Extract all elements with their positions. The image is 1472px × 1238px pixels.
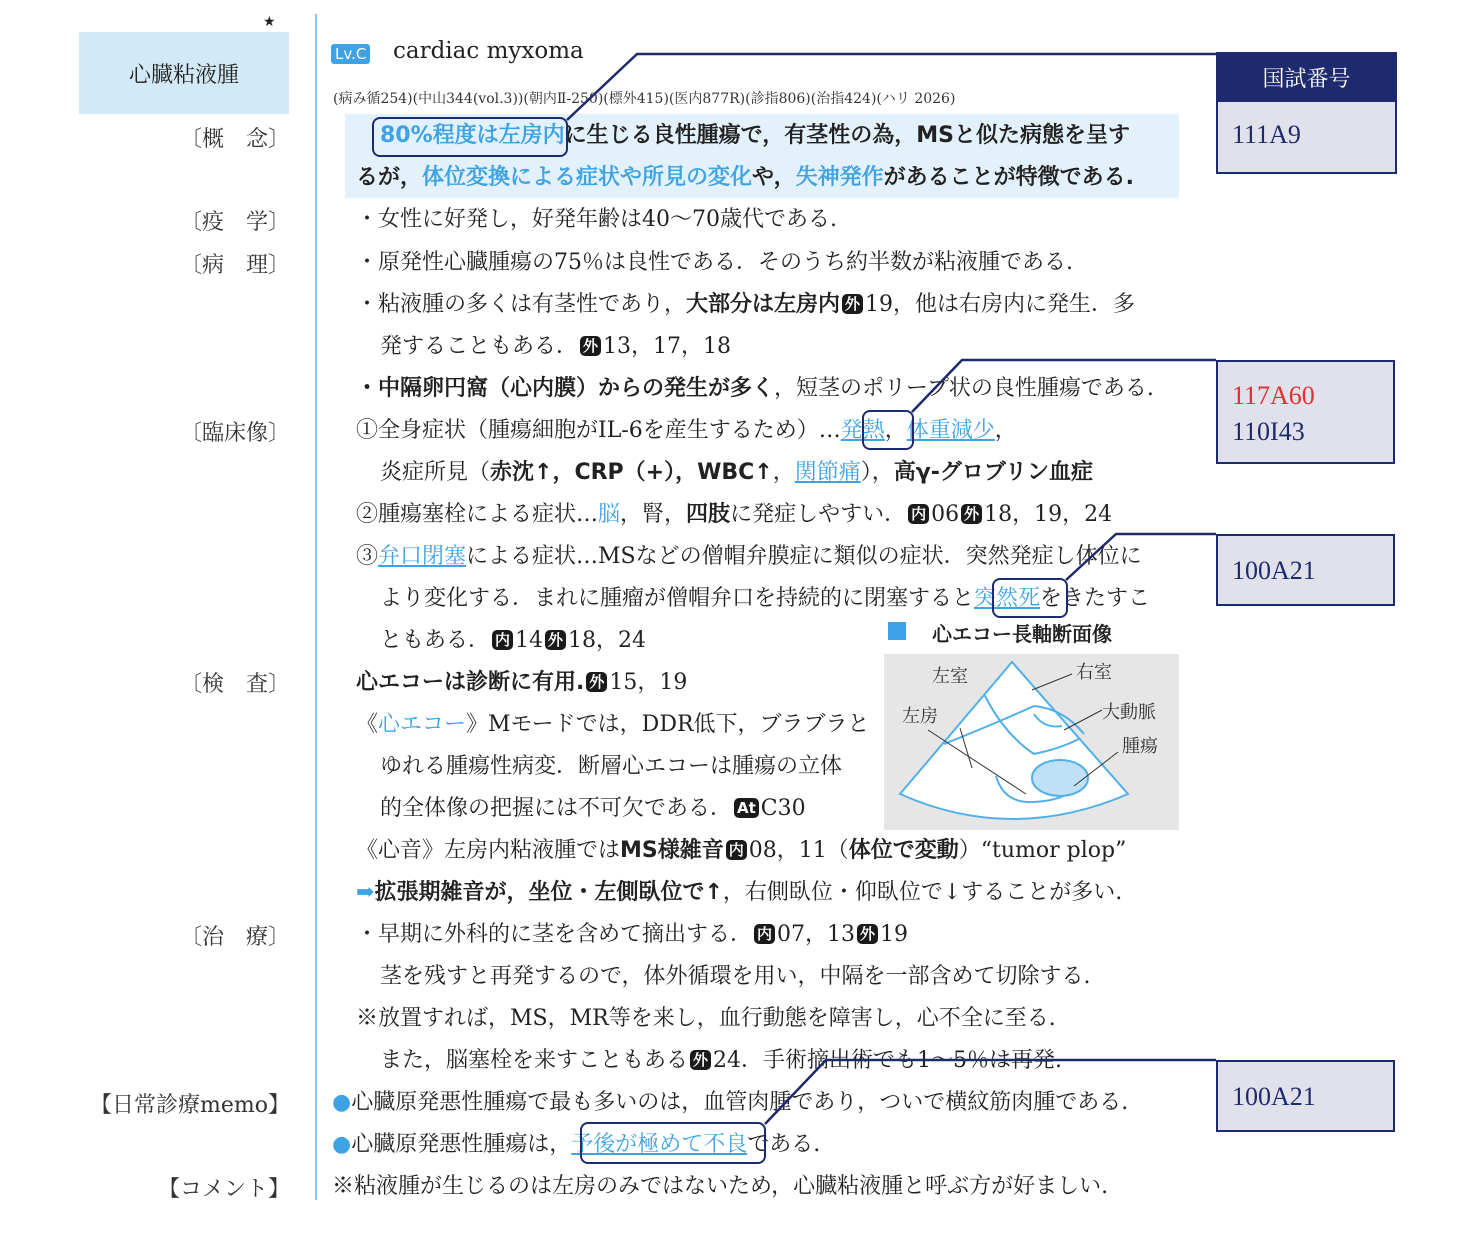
prognosis-term: 予後が極めて不良 [571, 1132, 748, 1157]
label-memo: 【日常診療memo】 [90, 1093, 290, 1118]
concept-text: に生じる良性腫瘍で，有茎性の為，MSと似た病態を呈す [564, 123, 1130, 148]
kokushi-box-4 [1216, 1060, 1395, 1132]
text: 13，17，18 [603, 334, 732, 359]
text: ）， [860, 460, 894, 485]
label-exam: 〔検 査〕 [179, 672, 290, 697]
label-lv: 左室 [932, 666, 968, 687]
kokushi-code: 100A21 [1232, 556, 1316, 585]
kokushi-box-3 [1216, 534, 1395, 606]
kokushi-code: 111A9 [1232, 120, 1301, 149]
text: ・粘液腫の多くは有茎性であり， [356, 292, 687, 317]
text: 15，19 [609, 670, 688, 695]
text: 四肢 [686, 502, 731, 527]
bullet-icon: ● [332, 1132, 352, 1157]
arthralgia-term: 関節痛 [794, 460, 861, 485]
sudden-death-term: 突然死 [974, 586, 1041, 611]
label-la: 左房 [902, 706, 938, 727]
concept-text: るが， [356, 165, 423, 190]
nai-badge: 内 [754, 924, 775, 944]
exam-line-3: ゆれる腫瘍性病変．断層心エコーは腫瘍の立体 [380, 754, 843, 779]
kokushi-header: 国試番号 [1216, 52, 1397, 102]
kokushi-code-red: 117A60 [1232, 381, 1315, 410]
text: 19 [880, 922, 909, 947]
text: 07，13 [777, 922, 856, 947]
text: より変化する．まれに腫瘤が僧帽弁口を持続的に閉塞すると [380, 586, 975, 611]
text: である. [747, 1132, 821, 1157]
label-epidemiology: 〔疫 学〕 [179, 210, 290, 235]
figure-title: 心エコー長軸断面像 [932, 622, 1112, 646]
kokushi-box-1 [1216, 100, 1397, 174]
english-name: cardiac myxoma [393, 38, 584, 64]
label-comment: 【コメント】 [157, 1177, 290, 1202]
echo-term: 心エコー [378, 712, 467, 737]
concept-syncope: 失神発作 [795, 165, 884, 190]
concept-text: や， [752, 165, 796, 190]
text: 18，24 [568, 628, 647, 653]
connector-1 [567, 54, 1216, 120]
gai-badge: 外 [961, 504, 982, 524]
connector-3 [1066, 534, 1216, 580]
text: 体位で変動 [848, 838, 959, 863]
text: ，右側臥位・仰臥位で↓することが多い. [722, 880, 1123, 905]
text: 心エコーは診断に有用. [356, 670, 585, 695]
pathology-line-1: ・原発性心臓腫瘍の75％は良性である．そのうち約半数が粘液腫である. [356, 250, 1073, 275]
text: ②腫瘍塞栓による症状… [356, 502, 599, 527]
concept-left-atrium: 80%程度は左房内 [380, 123, 565, 148]
epidemiology-text: ・女性に好発し，好発年齢は40～70歳代である. [356, 207, 837, 232]
text: による症状…MSなどの僧帽弁膜症に類似の症状．突然発症し体位に [466, 544, 1142, 569]
gai-badge: 外 [857, 924, 878, 944]
text: ， [994, 418, 1017, 443]
text: 《心音》左房内粘液腫では [356, 838, 621, 863]
text: C30 [760, 796, 806, 821]
text: ・早期に外科的に茎を含めて摘出する． [356, 922, 753, 947]
text: 18，19，24 [984, 502, 1113, 527]
comment-text: ※粘液腫が生じるのは左房のみではないため，心臓粘液腫と呼ぶ方が好ましい. [332, 1174, 1109, 1199]
star-mark: ★ [263, 14, 276, 30]
disease-title: 心臓粘液腫 [79, 32, 289, 114]
text: ③ [356, 544, 379, 569]
concept-text: があることが特徴である. [883, 165, 1134, 190]
label-concept: 〔概 念〕 [179, 127, 290, 152]
text: 24．手術摘出術でも1～5％は再発. [713, 1048, 1063, 1073]
text: 高γ-グロブリン血症 [893, 460, 1094, 485]
brain-term: 脳 [598, 502, 621, 527]
valve-obstruction-term: 弁口閉塞 [378, 544, 467, 569]
text: ， [772, 460, 795, 485]
level-badge: Lv.C [331, 44, 370, 64]
nai-badge: 内 [908, 504, 929, 524]
text: 大部分は左房内 [686, 292, 841, 317]
gai-badge: 外 [690, 1050, 711, 1070]
text: ，腎， [620, 502, 687, 527]
treatment-line-2: 茎を残すと再発するので，体外循環を用い，中隔を一部含めて切除する. [380, 964, 1091, 989]
nai-badge: 内 [492, 630, 513, 650]
text: 的全体像の把握には不可欠である． [380, 796, 733, 821]
weight-loss-term: 体重減少 [906, 418, 995, 443]
text: 14 [515, 628, 544, 653]
text: 心臓原発悪性腫瘍で最も多いのは，血管肉腫であり，ついで横紋筋肉腫である. [351, 1090, 1129, 1115]
text: また，脳塞栓を来すこともある [380, 1048, 689, 1073]
connector-4 [765, 1060, 1216, 1124]
text: 発することもある． [380, 334, 579, 359]
label-pathology: 〔病 理〕 [179, 253, 290, 278]
kokushi-code: 110I43 [1232, 417, 1305, 446]
text: に発症しやすい． [730, 502, 907, 527]
treatment-line-3: ※放置すれば，MS，MR等を来し，血行動態を障害し，心不全に至る. [356, 1006, 1056, 1031]
text: 08，11（ [748, 838, 849, 863]
text: MS様雑音 [620, 838, 724, 863]
arrow-icon: ➡ [356, 880, 375, 905]
text: 赤沈↑，CRP（+），WBC↑ [490, 460, 773, 485]
gai-badge: 外 [586, 672, 607, 692]
label-tumor: 腫瘍 [1122, 736, 1158, 757]
text: 炎症所見（ [380, 460, 491, 485]
gai-badge: 外 [580, 336, 601, 356]
fever-term: 発熱 [840, 418, 885, 443]
kokushi-code: 100A21 [1232, 1082, 1316, 1111]
text: ）“tumor plop” [958, 838, 1127, 863]
gai-badge: 外 [545, 630, 566, 650]
kokushi-box-2 [1216, 360, 1395, 464]
text: 心臓原発悪性腫瘍は， [351, 1132, 572, 1157]
text: 》Mモードでは，DDR低下，ブラブラと [466, 712, 870, 737]
text: をきたすこ [1040, 586, 1151, 611]
text: 拡張期雑音が，坐位・左側臥位で↑ [374, 880, 723, 905]
reference-list: (病み循254)(中山344(vol.3))(朝内Ⅱ-250)(標外415)(医内877R)(診指806)(治指424)(ハリ 2026) [333, 91, 956, 107]
text: ①全身症状（腫瘍細胞がIL-6を産生するため）… [356, 418, 841, 443]
label-rv: 右室 [1076, 662, 1112, 683]
text: ともある． [380, 628, 491, 653]
text: ，短茎のポリープ状の良性腫瘍である. [774, 376, 1154, 401]
label-treatment: 〔治 療〕 [179, 925, 290, 950]
connector-2 [912, 360, 1216, 412]
label-ao: 大動脈 [1102, 702, 1156, 723]
text: ・中隔卵円窩（心内膜）からの発生が多く [356, 376, 775, 401]
at-badge: At [734, 798, 759, 818]
bullet-icon: ● [332, 1090, 352, 1115]
text: ， [884, 418, 907, 443]
text: 19，他は右房内に発生．多 [865, 292, 1136, 317]
text: 06 [931, 502, 960, 527]
gai-badge: 外 [842, 294, 863, 314]
nai-badge: 内 [726, 840, 747, 860]
concept-position-change: 体位変換による症状や所見の変化 [422, 165, 753, 190]
text: 《 [356, 712, 379, 737]
label-clinical: 〔臨床像〕 [179, 421, 290, 446]
